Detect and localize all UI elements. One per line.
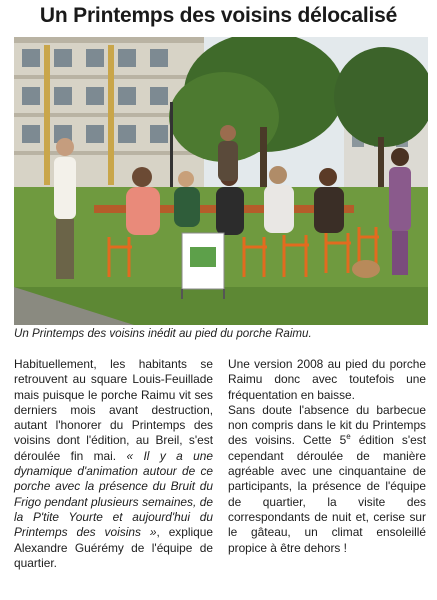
- ordinal-superscript: e: [346, 432, 351, 442]
- article-title: Un Printemps des voisins délocalisé: [39, 4, 398, 27]
- article-photo: [14, 37, 428, 325]
- attribution-text: , explique Alexandre Guérémy de l'équipe de quartier.: [14, 525, 213, 570]
- right-para2-end: édition s'est cependant déroulée de manière agréable avec une cinquantaine de participants, la présence de l'équipe de quartier, la visite des correspondants de nuit et, cerise sur le gâteau, un climat ensoleillé propice à être dehors !: [228, 433, 426, 555]
- photo-caption: Un Printemps des voisins inédit au pied du porche Raimu.: [14, 327, 312, 340]
- right-para2-start: Sans doute l'absence du barbecue non compris dans le kit du Printemps des voisins. Cette 5: [228, 402, 426, 448]
- photo-illustration: [14, 37, 428, 325]
- left-intro-text: Habituellement, les habitants se retrouvent au square Louis-Feuillade mais puisque le porche Raimu vit ses derniers mois avant destruction, autant l'honorer du Printemps des voisins dont l'édition, au Breil, s'est déroulée fin mai.: [14, 357, 213, 463]
- article-column-right: [228, 357, 426, 556]
- right-paragraph-2: [228, 403, 426, 556]
- quote-text: « Il y a une dynamique d'animation autour de ce porche avec la présence du Bruit du Frigo pendant plusieurs semaines, de la P'tite Yourte et aujourd'hui du Printemps des voisins »: [14, 448, 214, 540]
- right-paragraph-1: Une version 2008 au pied du porche Raimu donc avec toutefois une fréquentation en baisse.: [228, 357, 426, 402]
- article-column-left: [14, 357, 213, 571]
- left-paragraph: [14, 357, 213, 571]
